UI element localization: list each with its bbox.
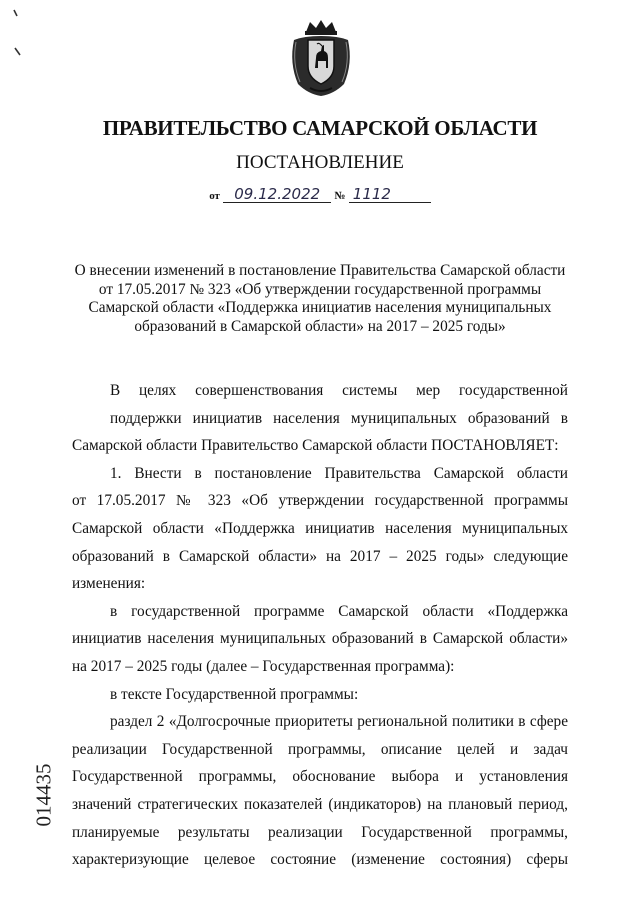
- text-line: на 2017 – 2025 годы (далее – Государственная программа):: [72, 657, 455, 675]
- text-line: планируемые результаты реализации Государственной программы,: [72, 823, 568, 841]
- subject-line: от 17.05.2017 № 323 «Об утверждении государственной программы: [98, 280, 542, 298]
- text-line: раздел 2 «Долгосрочные приоритеты региональной политики в сфере: [110, 713, 568, 731]
- paragraph-text-of-program: [72, 681, 568, 709]
- text-line: Государственной программы, обоснование выбора и установления: [72, 768, 568, 786]
- subject-line: образований в Самарской области» на 2017 – 2025 годы»: [134, 317, 506, 335]
- number-sign: №: [334, 190, 346, 202]
- coat-of-arms-icon: [286, 18, 356, 98]
- subject-heading: [60, 262, 580, 336]
- text-line: В целях совершенствования системы мер государственной: [110, 382, 568, 399]
- text-line: инициатив населения муниципальных образований в Самарской области»: [72, 630, 568, 648]
- text-line: 1. Внести в постановление Правительства Самарской области: [110, 464, 568, 482]
- subject-line: Самарской области «Поддержка инициатив населения муниципальных: [88, 299, 552, 316]
- paragraph-section-2: [72, 708, 568, 874]
- text-line: образований в Самарской области» на 2017 – 2025 годы» следующие: [72, 547, 568, 565]
- subject-line: О внесении изменений в постановление Правительства Самарской области: [74, 262, 566, 279]
- text-line: характеризующие целевое состояние (изменение состояния) сферы: [72, 851, 568, 869]
- serial-number: 014435: [31, 763, 56, 827]
- resolution-body: [72, 377, 568, 874]
- margin-serial-stamp: [30, 745, 58, 845]
- text-line: поддержки инициатив населения муниципальных образований в: [110, 409, 568, 427]
- document-number: 1112: [349, 186, 431, 203]
- text-line: в тексте Государственной программы:: [110, 685, 359, 703]
- document-type: ПОСТАНОВЛЕНИЕ: [236, 152, 404, 173]
- date-prefix: от: [209, 190, 220, 202]
- text-line: Самарской области Правительство Самарской области ПОСТАНОВЛЯЕТ:: [72, 437, 559, 455]
- paragraph-item-1: [72, 460, 568, 598]
- date-number-line: [0, 186, 640, 203]
- organization-title: ПРАВИТЕЛЬСТВО САМАРСКОЙ ОБЛАСТИ: [102, 116, 538, 140]
- pen-mark-icon: [12, 8, 26, 58]
- text-line: Самарской области «Поддержка инициатив населения муниципальных: [72, 519, 568, 537]
- text-line: в государственной программе Самарской области «Поддержка: [110, 602, 568, 620]
- text-line: изменения:: [72, 575, 146, 593]
- paragraph-program: [72, 598, 568, 681]
- text-line: от 17.05.2017 № 323 «Об утверждении государственной программы: [72, 492, 568, 510]
- paragraph-preamble: [72, 377, 568, 460]
- document-date: 09.12.2022: [223, 186, 331, 203]
- text-line: реализации Государственной программы, описание целей и задач: [72, 740, 568, 758]
- text-line: значений стратегических показателей (индикаторов) на плановый период,: [72, 795, 568, 813]
